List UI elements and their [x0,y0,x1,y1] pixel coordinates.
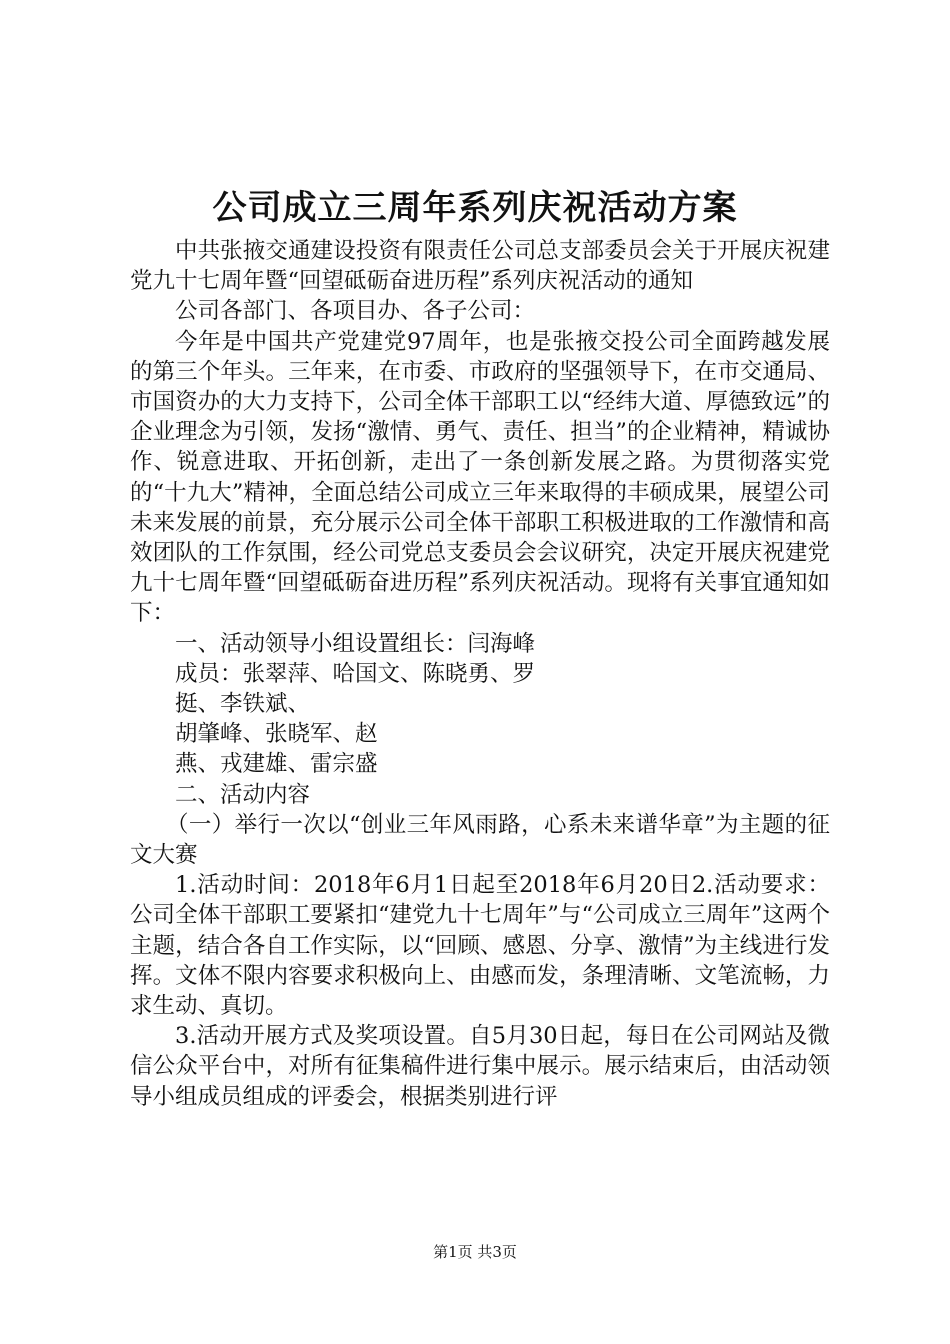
paragraph: 成员：张翠萍、哈国文、陈晓勇、罗 [175,660,536,687]
paragraph: 今年是中国共产党建党97周年，也是张掖交投公司全面跨越发展的第三个年头。三年来，在市委、市政府的坚强领导下，在市交通局、市国资办的大力支持下，公司全体干部职工以“经纬大道、厚德致远”的企业理念为引领，发扬“激情、勇气、责任、担当”的企业精神，精诚协作、锐意进取、开拓创新，走出了一条创新发展之路。为贯彻落实党的“十九大”精神，全面总结公司成立三年来取得的丰硕成果，展望公司未来发展的前景，充分展示公司全体干部职工积极进取的工作激情和高效团队的工作氛围，经公司党总支委员会会议研究，决定开展庆祝建党九十七周年暨“回望砥砺奋进历程”系列庆祝活动。现将有关事宜通知如下： [130,328,830,627]
document-body [130,236,830,1112]
paragraph: 1.活动时间：2018年6月1日起至2018年6月20日2.活动要求：公司全体干部职工要紧扣“建党九十七周年”与“公司成立三周年”这两个主题，结合各自工作实际，以“回顾、感恩、分享、激情”为主线进行发挥。文体不限内容要求积极向上、由感而发，条理清晰、文笔流畅，力求生动、真切。 [130,872,830,1020]
paragraph: 挺、李铁斌、 [175,691,311,718]
paragraph: 胡肇峰、张晓军、赵 [175,721,378,748]
paragraph: （一）举行一次以“创业三年风雨路，心系未来谱华章”为主题的征文大赛 [130,811,830,869]
page-footer: 第1页 共3页 [433,1243,517,1261]
document-title: 公司成立三周年系列庆祝活动方案 [212,188,738,228]
paragraph: 燕、戎建雄、雷宗盛 [175,751,378,778]
paragraph: 3.活动开展方式及奖项设置。自5月30日起，每日在公司网站及微信公众平台中，对所有征集稿件进行集中展示。展示结束后，由活动领导小组成员组成的评委会，根据类别进行评 [130,1023,830,1110]
paragraph: 二、活动内容 [175,781,311,808]
paragraph: 一、活动领导小组设置组长：闫海峰 [175,630,536,657]
paragraph: 公司各部门、各项目办、各子公司： [175,298,536,325]
paragraph: 中共张掖交通建设投资有限责任公司总支部委员会关于开展庆祝建党九十七周年暨“回望砥砺奋进历程”系列庆祝活动的通知 [130,238,830,295]
